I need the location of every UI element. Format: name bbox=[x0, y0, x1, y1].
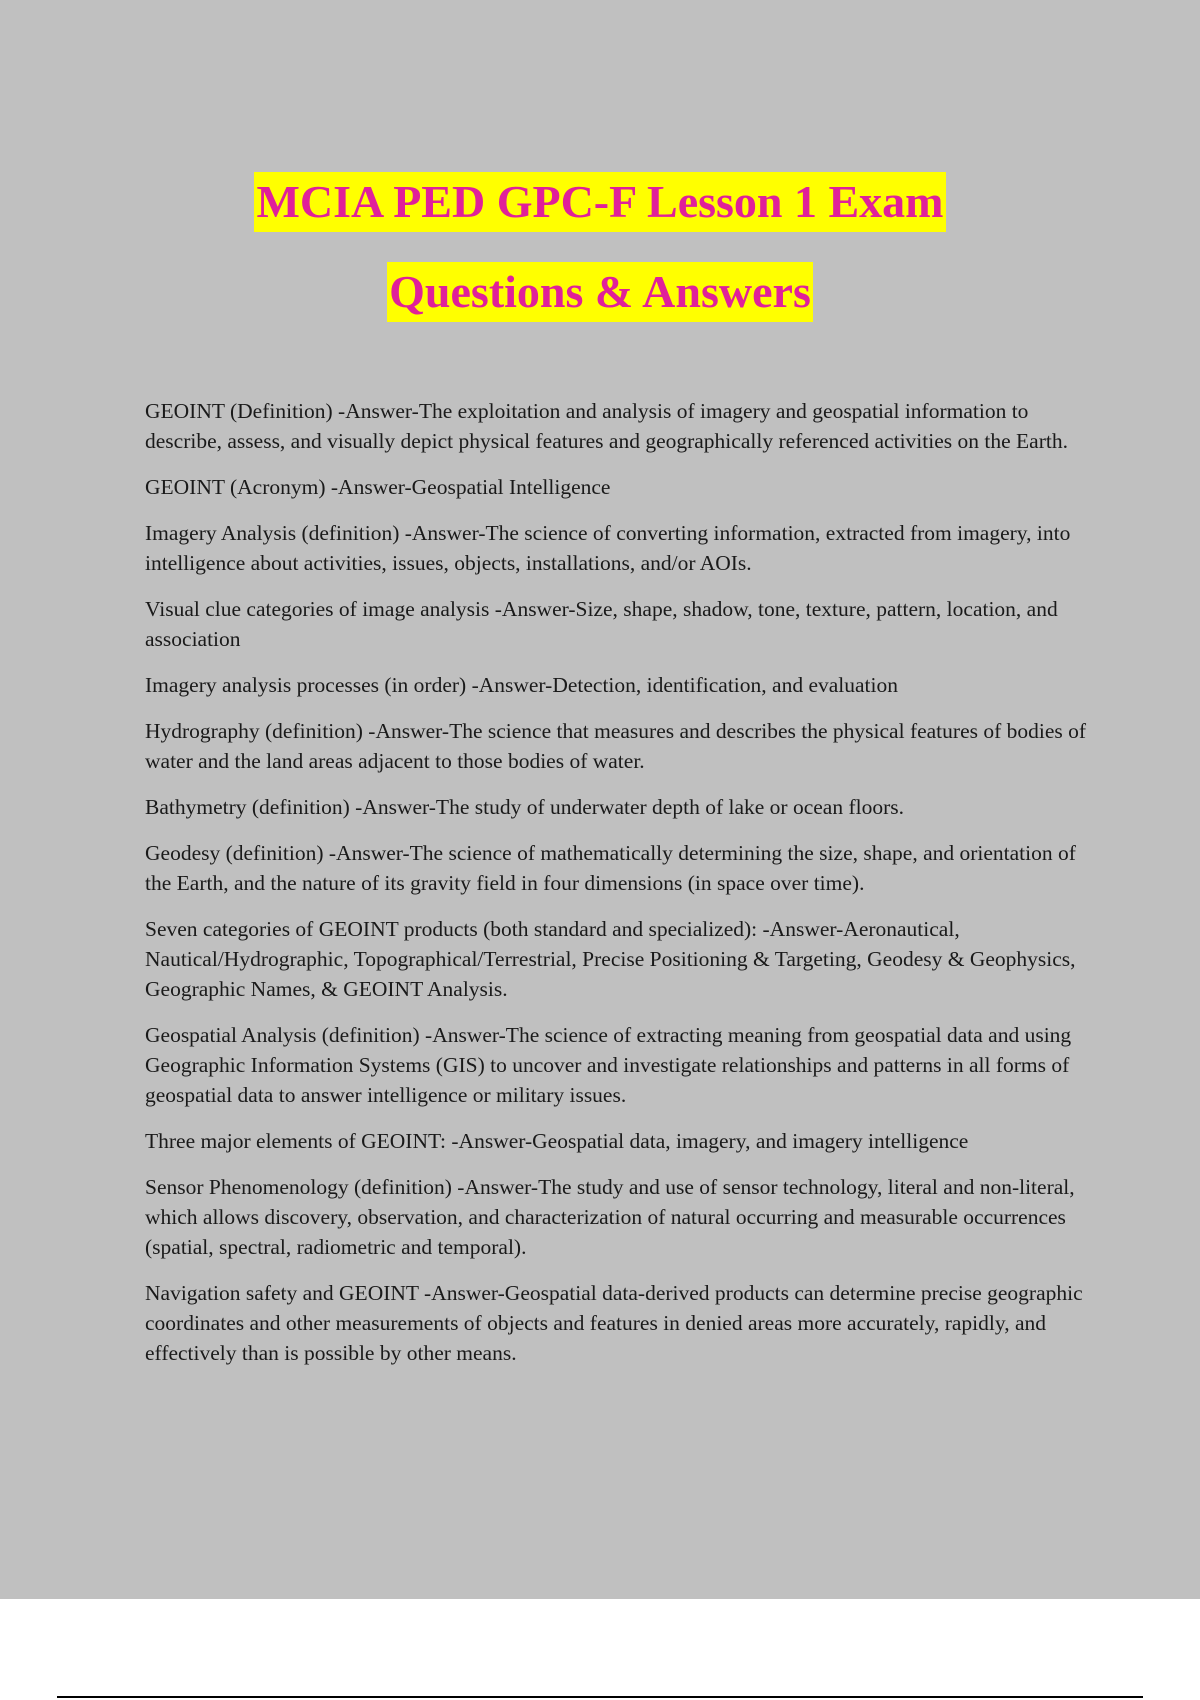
qa-entry: Visual clue categories of image analysis -Answer-Size, shape, shadow, tone, texture, pattern, location, and association bbox=[145, 597, 1058, 651]
qa-list bbox=[145, 396, 1090, 1384]
qa-entry: Imagery Analysis (definition) -Answer-The science of converting information, extracted from imagery, into intelligence about activities, issues, objects, installations, and/or AOIs. bbox=[145, 521, 1071, 575]
qa-entry: Three major elements of GEOINT: -Answer-Geospatial data, imagery, and imagery intelligence bbox=[145, 1129, 969, 1153]
qa-entry: Imagery analysis processes (in order) -Answer-Detection, identification, and evaluation bbox=[145, 673, 898, 697]
qa-entry: GEOINT (Acronym) -Answer-Geospatial Intelligence bbox=[145, 475, 611, 499]
footer-divider bbox=[57, 1696, 1143, 1698]
qa-entry: Navigation safety and GEOINT -Answer-Geospatial data-derived products can determine precise geographic coordinates and other measurements of objects and features in denied areas more accurately, rapidly, and effectively than is possible by other means. bbox=[145, 1281, 1083, 1365]
page-title-line-1: MCIA PED GPC-F Lesson 1 Exam bbox=[254, 172, 945, 232]
page-title-line-2: Questions & Answers bbox=[387, 262, 813, 322]
qa-entry: Hydrography (definition) -Answer-The science that measures and describes the physical features of bodies of water and the land areas adjacent to those bodies of water. bbox=[145, 719, 1087, 773]
qa-entry: Seven categories of GEOINT products (both standard and specialized): -Answer-Aeronautical, Nautical/Hydrographic, Topographical/Terrestrial, Precise Positioning & Targeting, Geodesy & Geophysics, Geographic Names, & GEOINT Analysis. bbox=[145, 917, 1076, 1001]
qa-entry: Geodesy (definition) -Answer-The science of mathematically determining the size, shape, and orientation of the Earth, and the nature of its gravity field in four dimensions (in space over time). bbox=[145, 841, 1076, 895]
qa-entry: Bathymetry (definition) -Answer-The study of underwater depth of lake or ocean floors. bbox=[145, 795, 904, 819]
qa-entry: Sensor Phenomenology (definition) -Answer-The study and use of sensor technology, literal and non-literal, which allows discovery, observation, and characterization of natural occurring and measurable occurrences (spatial, spectral, radiometric and temporal). bbox=[145, 1175, 1075, 1259]
qa-entry: GEOINT (Definition) -Answer-The exploitation and analysis of imagery and geospatial information to describe, assess, and visually depict physical features and geographically referenced activities on the Earth. bbox=[145, 399, 1068, 453]
title-block bbox=[0, 172, 1200, 352]
qa-entry: Geospatial Analysis (definition) -Answer-The science of extracting meaning from geospatial data and using Geographic Information Systems (GIS) to uncover and investigate relationships and patterns in all forms of geospatial data to answer intelligence or military issues. bbox=[145, 1023, 1072, 1107]
